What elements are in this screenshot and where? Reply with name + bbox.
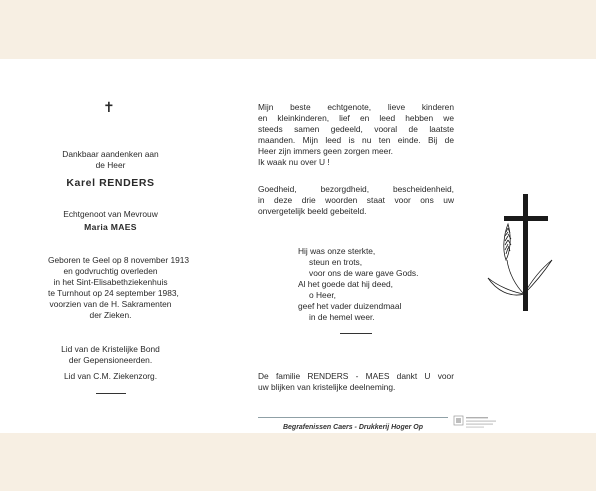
- farewell-line: Heer zijn immers geen zorgen meer.: [258, 146, 393, 156]
- spouse-intro: Echtgenoot van Mevrouw: [63, 209, 158, 219]
- spouse-name: Maria MAES: [84, 222, 137, 232]
- bio-line: der Zieken.: [89, 310, 132, 320]
- cross-icon: ✝: [103, 100, 115, 116]
- membership-2: Lid van C.M. Ziekenzorg.: [63, 371, 158, 381]
- poem-line: in de hemel weer.: [309, 312, 375, 322]
- cross-wheat-illustration: [486, 194, 556, 314]
- thanks-line: De familie RENDERS - MAES dankt U voor: [258, 371, 454, 381]
- bio-line: voorzien van de H. Sakramenten: [49, 299, 172, 309]
- farewell-line: steeds samen gedeeld, vooral de laatste: [258, 124, 454, 134]
- remembrance-line: Dankbaar aandenken aan: [62, 149, 159, 159]
- virtues-line: Goedheid, bezorgdheid, bescheidenheid,: [258, 184, 454, 194]
- publisher-badge-logo: [453, 414, 499, 431]
- membership-line: der Gepensioneerden.: [68, 355, 153, 365]
- right-divider: [340, 333, 372, 334]
- poem: [298, 246, 458, 323]
- farewell-line: Mijn beste echtgenote, lieve kinderen: [258, 102, 454, 112]
- remembrance-heading: [48, 149, 173, 171]
- birth-death-block: [48, 255, 190, 321]
- virtues-line: in deze drie woorden staat voor ons uw: [258, 195, 454, 205]
- remembrance-line: de Heer: [95, 160, 126, 170]
- farewell-line: maanden. Mijn leed is nu ten einde. Bij de: [258, 135, 454, 145]
- printer-credit: Begrafenissen Caers - Drukkerij Hoger Op: [282, 424, 424, 431]
- poem-line: o Heer,: [309, 290, 337, 300]
- farewell-line: Ik waak nu over U !: [258, 157, 330, 167]
- cross-horizontal-bar: [504, 216, 548, 221]
- poem-line: geef het vader duizendmaal: [298, 301, 402, 311]
- thanks-paragraph: [258, 371, 454, 393]
- bio-line: te Turnhout op 24 september 1983,: [48, 288, 179, 298]
- footer-divider: [258, 417, 448, 418]
- virtues-paragraph: [258, 184, 454, 217]
- bio-line: en godvruchtig overleden: [63, 266, 158, 276]
- farewell-paragraph: [258, 102, 454, 168]
- poem-line: voor ons de ware gave Gods.: [309, 268, 419, 278]
- wheat-icon: [488, 224, 552, 295]
- poem-line: Al het goede dat hij deed,: [298, 279, 393, 289]
- deceased-name: Karel RENDERS: [66, 177, 155, 189]
- thanks-line: uw blijken van kristelijke deelneming.: [258, 382, 396, 392]
- bio-line: Geboren te Geel op 8 november 1913: [48, 255, 190, 265]
- bio-line: in het Sint-Elisabethziekenhuis: [53, 277, 168, 287]
- poem-line: steun en trots,: [309, 257, 363, 267]
- poem-line: Hij was onze sterkte,: [298, 246, 376, 256]
- membership-line: Lid van de Kristelijke Bond: [61, 344, 160, 354]
- memorial-card: [0, 59, 596, 433]
- left-divider: [96, 393, 126, 394]
- membership-block: [48, 344, 173, 366]
- virtues-line: onvergetelijk beeld gebeiteld.: [258, 206, 367, 216]
- farewell-line: en kleinkinderen, lief en leed hebben we: [258, 113, 454, 123]
